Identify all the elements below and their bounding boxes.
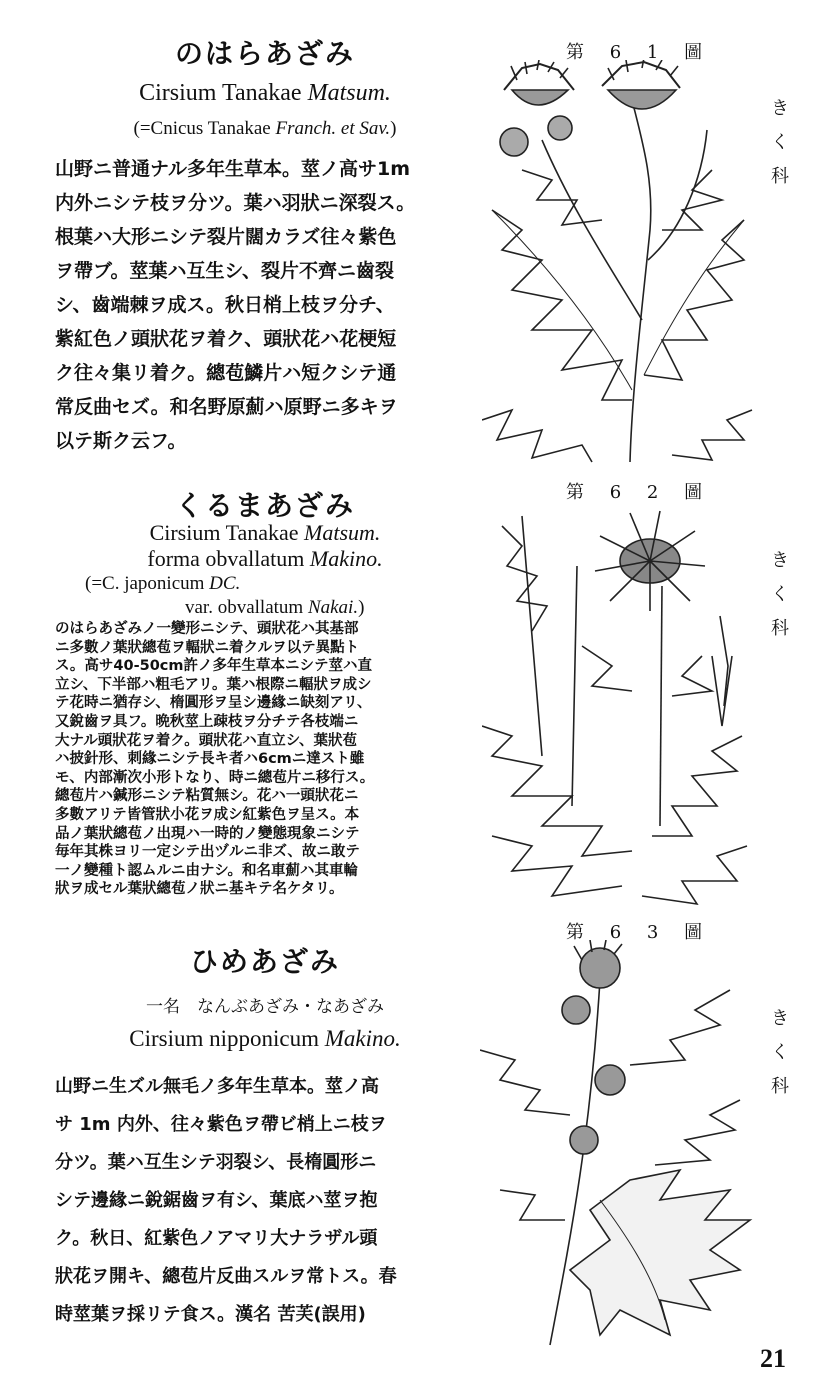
synonym: [55, 118, 475, 140]
figure-label: 第 6 2 圖: [566, 482, 713, 503]
family-char: 科: [771, 1076, 789, 1097]
text-line: 狀ヲ成セル葉狀總苞ノ狀ニ基キテ名ケタリ。: [55, 881, 344, 898]
page-number: 21: [760, 1344, 786, 1373]
family-char: 科: [771, 166, 789, 187]
author: Matsum.: [307, 80, 391, 106]
entry-hime-azami: [0, 910, 840, 1400]
flower-bud: [500, 116, 572, 156]
text-line: ク。秋日、紅紫色ノアマリ大ナラザル頭: [55, 1228, 378, 1249]
text-line: ヲ帶ブ。莖葉ハ互生シ、裂片不齊ニ齒裂: [55, 260, 394, 282]
entry-title: ひめあざみ: [189, 945, 340, 978]
family-char: 科: [771, 618, 789, 639]
text-line: 狀花ヲ開キ、總苞片反曲スルヲ常トス。春: [55, 1266, 397, 1287]
text-line: 一ノ變種ト認ムルニ由ナシ。和名車薊ハ其車輪: [55, 862, 359, 879]
genus-species: Cirsium nipponicum: [129, 1026, 319, 1051]
text-line: 時莖葉ヲ採リテ食ス。漢名 苦芙(誤用): [55, 1304, 366, 1325]
flower-head: [595, 511, 705, 611]
text-line: 山野ニ生ズル無毛ノ多年生草本。莖ノ高: [55, 1076, 379, 1097]
family-label: [768, 1002, 792, 1104]
thistle-illustration: [482, 506, 752, 906]
text-line: 分ツ。葉ハ互生シテ羽裂シ、長楕圓形ニ: [55, 1152, 377, 1173]
family-char: く: [771, 1042, 789, 1063]
spiny-leaf: [482, 526, 747, 904]
synonym-variety: var. obvallatum: [185, 597, 304, 618]
scientific-name: [55, 520, 475, 572]
synonym-close: ): [390, 118, 397, 139]
flower-head: [504, 60, 574, 105]
family-char: き: [771, 550, 789, 571]
family-char: く: [771, 584, 789, 605]
entry-title: くるまあざみ: [174, 489, 355, 522]
text-line: テ花時ニ猶存シ、楕圓形ヲ呈シ邊緣ニ缺刻アリ、: [55, 695, 372, 712]
alternate-name: 一名 なんぶあざみ・なあざみ: [146, 997, 384, 1017]
author: Makino.: [324, 1026, 401, 1051]
flower-bud: [562, 996, 625, 1154]
description: [55, 152, 475, 458]
text-line: のはらあざみノ一變形ニシテ、頭狀花ハ其基部: [55, 621, 359, 637]
synonym: [85, 572, 465, 620]
text-line: 紫紅色ノ頭狀花ヲ着ク、頭狀花ハ花梗短: [55, 328, 397, 350]
flower-head: [574, 940, 622, 988]
family-char: き: [771, 1008, 789, 1029]
figure-label: 第 6 3 圖: [566, 922, 713, 943]
synonym-name: (=Cnicus Tanakae: [133, 118, 271, 139]
family-label: [768, 92, 792, 194]
text-line: 毎年其株ヨリ一定シテ出ヅルニ非ズ、故ニ敢テ: [55, 844, 360, 861]
forma-name: forma obvallatum: [147, 546, 305, 571]
thistle-illustration: [480, 940, 760, 1350]
text-line: 以テ斯ク云フ。: [55, 430, 187, 452]
genus-species: Cirsium Tanakae: [139, 80, 302, 106]
text-line: シ、齒端棘ヲ成ス。秋日梢上枝ヲ分チ、: [55, 294, 395, 316]
synonym-variety-author: Nakai.: [307, 597, 359, 618]
entry-nohara-azami: [0, 0, 840, 470]
text-line: サ 1m 内外、往々紫色ヲ帶ビ梢上ニ枝ヲ: [55, 1114, 387, 1135]
text-line: 内外ニシテ枝ヲ分ツ。葉ハ羽狀ニ深裂ス。: [55, 192, 416, 214]
thistle-illustration: [482, 60, 758, 465]
description: [55, 620, 475, 899]
description: [55, 1068, 475, 1334]
spiny-leaf: [480, 990, 750, 1335]
family-char: き: [771, 98, 789, 119]
scientific-name: [55, 80, 475, 107]
forma-author: Makino.: [309, 546, 383, 571]
genus-species: Cirsium Tanakae: [149, 520, 299, 545]
text-line: ス。高サ40-50cm許ノ多年生草本ニシテ莖ハ直: [55, 658, 373, 675]
synonym-close: ): [358, 597, 365, 618]
text-line: ク往々集リ着ク。總苞鱗片ハ短クシテ通: [55, 362, 397, 384]
synonym-author: Franch. et Sav.: [275, 118, 391, 139]
scientific-name: [55, 1026, 475, 1052]
flower-head: [602, 60, 680, 109]
text-line: 品ノ葉狀總苞ノ出現ハ一時的ノ變態現象ニシテ: [55, 825, 360, 842]
figure-label: 第 6 1 圖: [566, 42, 713, 63]
author: Matsum.: [304, 520, 381, 545]
text-line: 立シ、下半部ハ粗毛アリ。葉ハ根際ニ輻狀ヲ成シ: [55, 676, 372, 693]
text-line: シテ邊緣ニ銳鋸齒ヲ有シ、葉底ハ莖ヲ抱: [55, 1190, 378, 1211]
text-line: ハ披針形、刺緣ニシテ長キ者ハ6cmニ達スト雖: [55, 751, 365, 768]
text-line: 常反曲セズ。和名野原薊ハ原野ニ多キヲ: [55, 396, 398, 418]
entry-title: のはらあざみ: [174, 37, 355, 70]
text-line: モ、内部漸次小形トなり、時ニ總苞片ニ移行ス。: [55, 769, 375, 786]
text-line: 山野ニ普通ナル多年生草本。莖ノ高サ1m: [55, 158, 411, 180]
text-line: 大ナル頭狀花ヲ着ク。頭狀花ハ直立シ、葉狀苞: [55, 732, 358, 749]
family-label: [768, 544, 792, 646]
synonym-author: DC.: [209, 573, 241, 594]
text-line: 總苞片ハ鍼形ニシテ粘質無シ。花ハ一頭狀花ニ: [55, 788, 359, 805]
text-line: ニ多數ノ葉狀總苞ヲ輻狀ニ着クルヲ以テ異點ト: [55, 639, 360, 656]
spiny-leaf: [482, 170, 752, 462]
text-line: 又銳齒ヲ具フ。晩秋莖上疎枝ヲ分チテ各枝端ニ: [55, 713, 359, 730]
entry-kuruma-azami: [0, 470, 840, 910]
synonym-name: (=C. japonicum: [85, 573, 205, 594]
text-line: 多數アリテ皆管狀小花ヲ成シ紅紫色ヲ呈ス。本: [55, 806, 360, 823]
text-line: 根葉ハ大形ニシテ裂片闊カラズ往々紫色: [55, 226, 397, 248]
family-char: く: [771, 132, 789, 153]
